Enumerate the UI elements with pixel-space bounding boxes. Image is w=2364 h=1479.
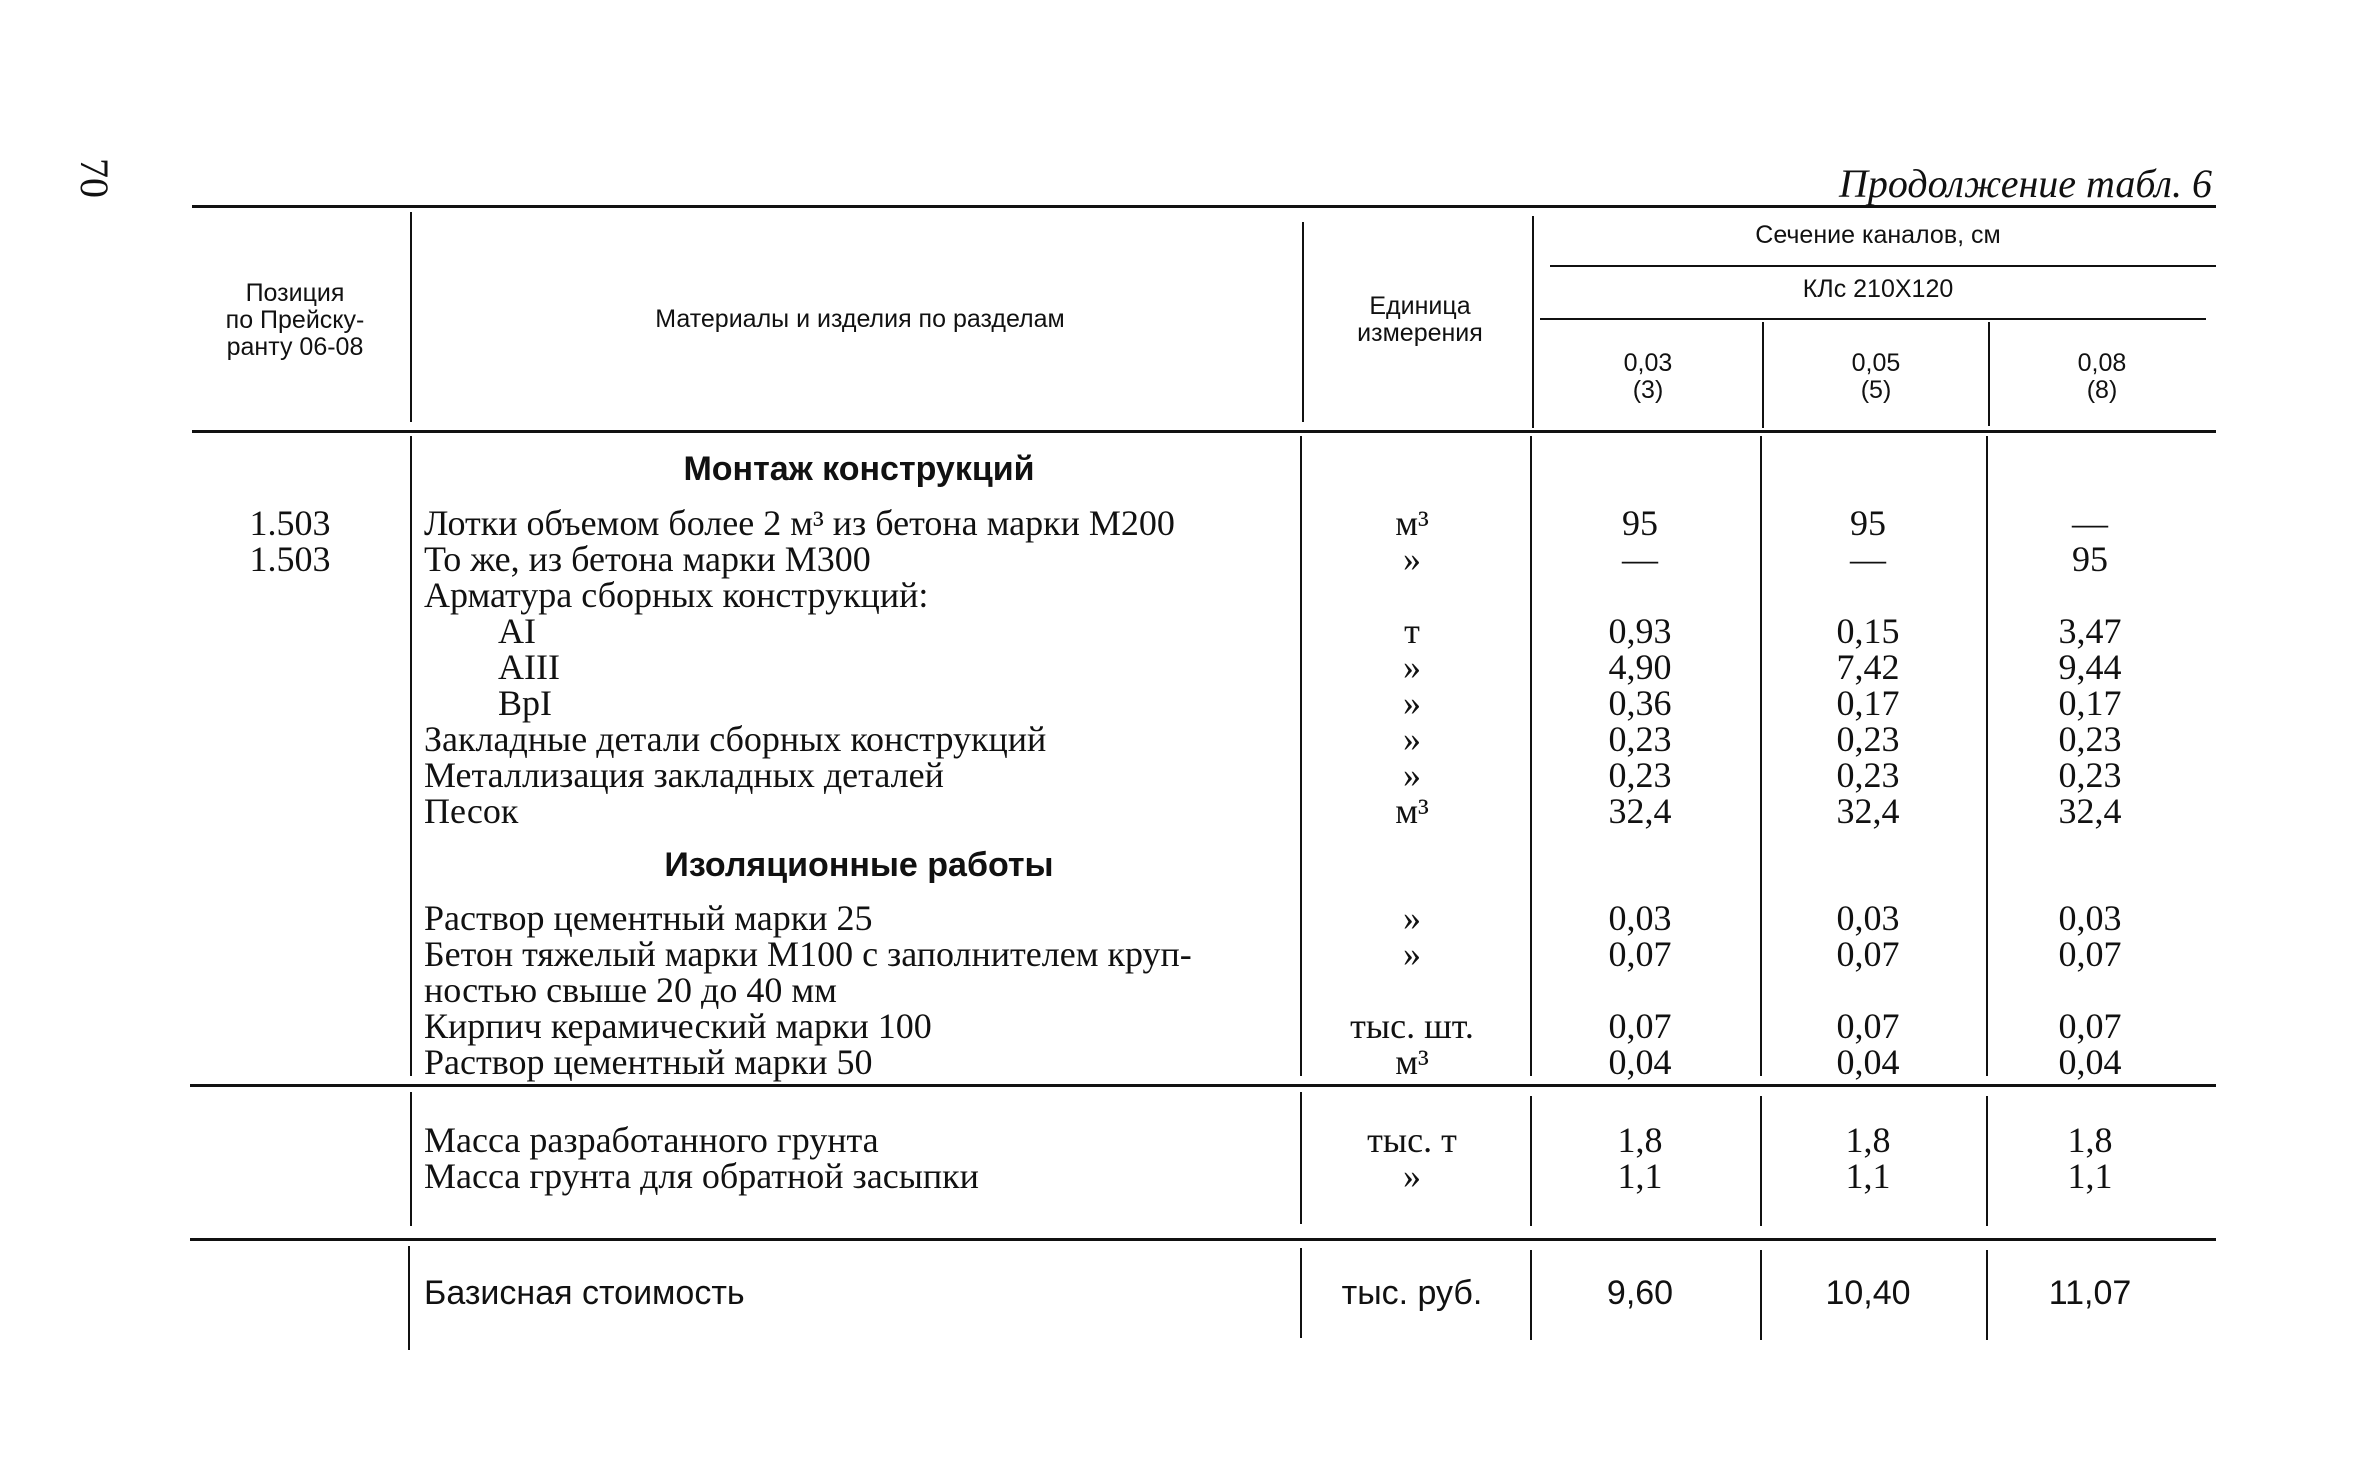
row-value: 0,07 [1836,934,1900,974]
row-name: Бетон тяжелый марки М100 с заполнителем круп- [424,934,1192,974]
row-value: 1,8 [2067,1120,2113,1160]
table-row [0,757,2364,793]
table-row [0,505,2364,541]
row-name: AI [498,611,536,651]
row-value: 0,23 [1836,719,1900,759]
header-subgroup: КЛс 210Х120 [1802,275,1954,303]
row-unit: » [1403,683,1421,723]
vrule [1532,216,1534,428]
row-value: 0,23 [2058,719,2122,759]
row-value: 0,04 [1836,1042,1900,1082]
row-name: Раствор цементный марки 50 [424,1042,873,1082]
total-value: 11,07 [2048,1274,2132,1312]
row-unit: » [1403,898,1421,938]
vrule [1762,322,1764,428]
row-name: AIII [498,647,560,687]
header-position-line: по Прейску- [225,306,365,334]
header-position-line: ранту 06-08 [226,333,364,361]
header-section-group: Сечение каналов, см [1755,221,2001,249]
row-value: 0,36 [1608,683,1672,723]
row-value: 0,23 [2058,755,2122,795]
row-value: 1,8 [1845,1120,1891,1160]
header-materials: Материалы и изделия по разделам [655,305,1065,333]
row-value: 0,07 [1836,1006,1900,1046]
row-unit: т [1404,611,1420,651]
header-unit-line: Единица [1369,292,1471,320]
section-title: Монтаж конструкций [683,450,1035,488]
row-value: 0,03 [1608,898,1672,938]
total-value: 10,40 [1825,1274,1911,1312]
row-value: — [1850,539,1886,579]
row-name: Арматура сборных конструкций: [424,575,929,615]
row-value: 0,17 [2058,683,2122,723]
header-bottom-rule [192,430,2216,433]
row-value: 0,03 [1836,898,1900,938]
row-value: 4,90 [1608,647,1672,687]
row-value: 0,23 [1608,755,1672,795]
row-name: BpI [498,683,552,723]
table-top-rule [192,205,2216,208]
table-row [0,613,2364,649]
row-value: 32,4 [2058,791,2122,831]
row-name: Масса грунта для обратной засыпки [424,1156,979,1196]
row-unit: » [1403,934,1421,974]
row-value: 0,17 [1836,683,1900,723]
total-row [0,1275,2364,1311]
header-position [190,280,400,361]
vrule [1988,322,1990,426]
table-row [0,1044,2364,1080]
header-column-value: 0,05 [1851,349,1901,377]
header-position-line: Позиция [245,279,345,307]
header-column-code: (3) [1632,376,1664,404]
table-row [0,685,2364,721]
vrule [410,212,412,422]
table-row [0,900,2364,936]
row-value: 95 [1850,503,1886,543]
row-name: То же, из бетона марки М300 [424,539,871,579]
header-unit-line: измерения [1357,319,1483,347]
row-unit: » [1403,1156,1421,1196]
row-name: Масса разработанного грунта [424,1120,879,1160]
row-value: 0,04 [1608,1042,1672,1082]
table-row [0,1122,2364,1158]
total-name: Базисная стоимость [424,1274,745,1312]
table-row [0,793,2364,829]
row-value: 95 [2072,539,2108,579]
header-column-value: 0,08 [2077,349,2127,377]
row-value: 1,1 [1845,1156,1891,1196]
row-name: Раствор цементный марки 25 [424,898,873,938]
header-column-3 [1994,350,2210,404]
row-name: Закладные детали сборных конструкций [424,719,1047,759]
row-value: 0,23 [1608,719,1672,759]
table-row [0,936,2364,972]
row-value: 1,8 [1617,1120,1663,1160]
row-value: 0,93 [1608,611,1672,651]
row-name: Кирпич керамический марки 100 [424,1006,932,1046]
row-value: 1,1 [1617,1156,1663,1196]
row-value: 3,47 [2058,611,2122,651]
row-value: 32,4 [1836,791,1900,831]
row-value: 32,4 [1608,791,1672,831]
header-column-code: (8) [2086,376,2118,404]
header-column-value: 0,03 [1623,349,1673,377]
row-value: 0,07 [2058,1006,2122,1046]
row-unit: » [1403,647,1421,687]
total-unit: тыс. руб. [1341,1274,1483,1312]
row-value: 1,1 [2067,1156,2113,1196]
row-unit: м³ [1395,503,1429,543]
table-caption: Продолжение табл. 6 [1838,161,2212,206]
row-unit: » [1403,539,1421,579]
row-value: — [2072,503,2108,543]
row-unit: » [1403,755,1421,795]
row-value: 0,04 [2058,1042,2122,1082]
row-value: 9,44 [2058,647,2122,687]
vrule [1302,222,1304,422]
page-number: 70 [72,158,117,198]
row-value: 0,15 [1836,611,1900,651]
row-name: Металлизация закладных деталей [424,755,944,795]
row-position: 1.503 [249,539,331,579]
row-value: 0,07 [2058,934,2122,974]
row-value: — [1622,539,1658,579]
table-row [0,721,2364,757]
row-value: 7,42 [1836,647,1900,687]
row-name: ностью свыше 20 до 40 мм [424,970,837,1010]
mass-bottom-rule [190,1238,2216,1241]
row-unit: » [1403,719,1421,759]
body-bottom-rule [190,1084,2216,1087]
header-unit [1310,293,1530,347]
table-row [0,972,2364,1008]
row-value: 95 [1622,503,1658,543]
table-row [0,649,2364,685]
row-name: Песок [424,791,519,831]
header-column-code: (5) [1860,376,1892,404]
row-unit: тыс. шт. [1350,1006,1474,1046]
table-row [0,541,2364,577]
row-name: Лотки объемом более 2 м³ из бетона марки М200 [424,503,1175,543]
table-row [0,577,2364,613]
total-value: 9,60 [1606,1274,1674,1312]
row-unit: м³ [1395,791,1429,831]
row-value: 0,03 [2058,898,2122,938]
row-unit: м³ [1395,1042,1429,1082]
row-position: 1.503 [249,503,331,543]
header-group-rule [1550,265,2216,267]
header-column-2 [1768,350,1984,404]
table-row [0,1008,2364,1044]
row-value: 0,07 [1608,1006,1672,1046]
section-title: Изоляционные работы [664,846,1054,884]
header-column-1 [1540,350,1756,404]
row-value: 0,07 [1608,934,1672,974]
table-row [0,1158,2364,1194]
row-unit: тыс. т [1367,1120,1457,1160]
row-value: 0,23 [1836,755,1900,795]
header-subgroup-rule [1540,318,2206,320]
